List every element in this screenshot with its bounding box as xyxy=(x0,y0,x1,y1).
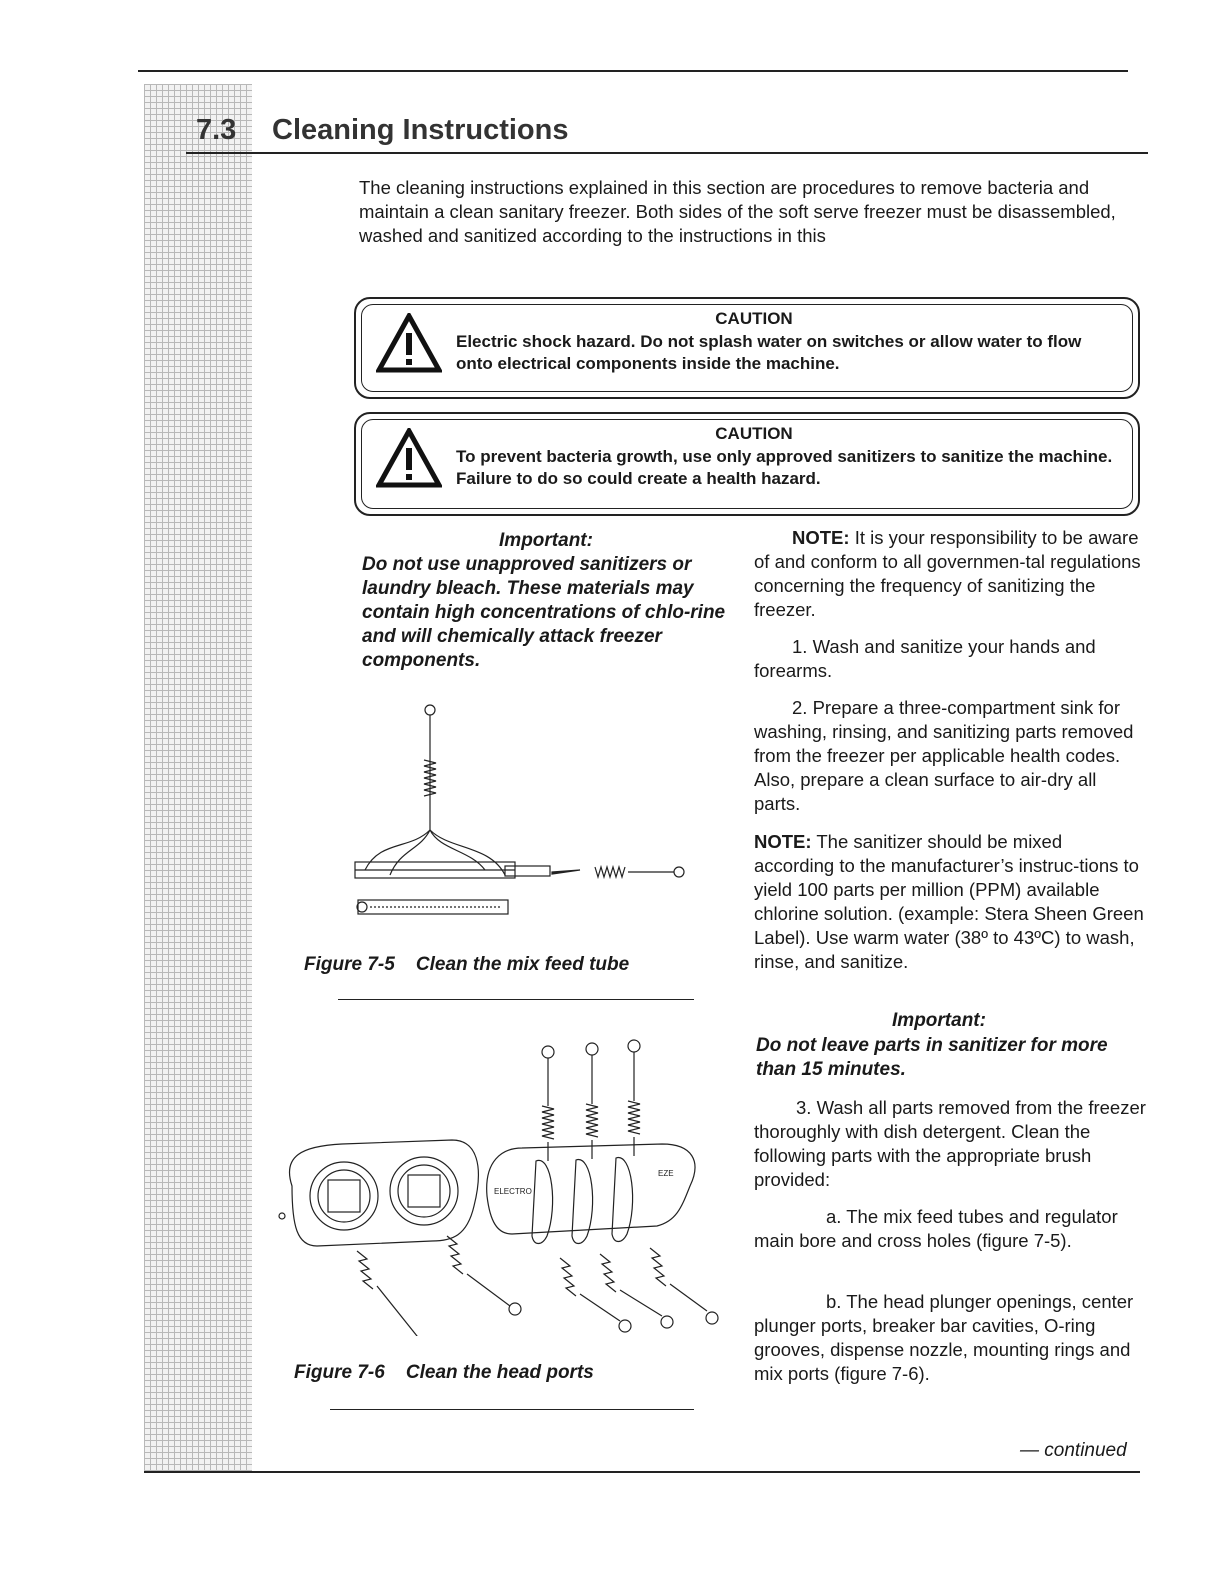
important-heading: Important: xyxy=(892,1010,986,1031)
important-heading: Important: xyxy=(499,530,593,551)
step-1: 1. Wash and sanitize your hands and forearms. xyxy=(754,636,1096,681)
continued-label: — continued xyxy=(1020,1440,1127,1461)
mix-feed-tube-illustration xyxy=(340,700,700,930)
grid-margin-band xyxy=(144,84,252,1472)
figure-rule xyxy=(330,1409,694,1410)
caution-heading: CAUTION xyxy=(715,309,793,328)
note-sanitizer xyxy=(754,830,1146,974)
caution-box-bacteria xyxy=(354,412,1140,516)
title-rule xyxy=(186,152,1148,154)
figure-caption: Figure 7-5 Clean the mix feed tube xyxy=(304,954,630,975)
caution-heading: CAUTION xyxy=(715,424,793,443)
step-2: 2. Prepare a three-compartment sink for washing, rinsing, and sanitizing parts removed from the freezer per applicable health codes. Also, prepare a clean surface to air-dry all parts. xyxy=(754,697,1134,814)
figure-label-freeze: EZE xyxy=(658,1169,674,1178)
figure-caption: Figure 7-6 Clean the head ports xyxy=(294,1362,594,1383)
caution-text: Electric shock hazard. Do not splash water on switches or allow water to flow onto electrical components inside the machine. xyxy=(456,332,1082,373)
note-responsibility xyxy=(754,526,1146,622)
important-text: Do not leave parts in sanitizer for more than 15 minutes. xyxy=(756,1035,1108,1080)
bottom-rule xyxy=(144,1471,1140,1473)
section-title: Cleaning Instructions xyxy=(272,114,569,146)
note-label: NOTE: xyxy=(754,831,812,852)
figure-rule xyxy=(338,999,694,1000)
caution-box-electric xyxy=(354,297,1140,399)
caution-text: To prevent bacteria growth, use only approved sanitizers to sanitize the machine. Failure to do so could create a health hazard. xyxy=(456,447,1113,488)
note-text: It is your responsibility to be aware of and conform to all governmen-tal regulations concerning the frequency of sanitizing the freezer. xyxy=(754,527,1141,620)
step-3a: a. The mix feed tubes and regulator main bore and cross holes (figure 7-5). xyxy=(754,1206,1118,1251)
step-3: 3. Wash all parts removed from the freezer thoroughly with dish detergent. Clean the following parts with the appropriate brush provided: xyxy=(754,1097,1146,1190)
important-text: Do not use unapproved sanitizers or laundry bleach. These materials may contain high concentrations of chlo-rine and will chemically attack freezer components. xyxy=(362,554,726,671)
intro-paragraph: The cleaning instructions explained in this section are procedures to remove bacteria and maintain a clean sanitary freezer. Both sides of the soft serve freezer must be disassembled, washed and sanitized according to the instructions in this xyxy=(359,177,1116,246)
figure-label-electro: ELECTRO xyxy=(494,1187,532,1196)
head-ports-illustration xyxy=(262,1036,722,1336)
top-rule xyxy=(138,70,1128,72)
note-text: The sanitizer should be mixed according to the manufacturer’s instruc-tions to yield 100 parts per million (PPM) available chlorine solution. (example: Stera Sheen Green Label). Use warm water (38º to 43ºC) to wash, rinse, and sanitize. xyxy=(754,831,1144,972)
note-label: NOTE: xyxy=(792,527,850,548)
step-3b: b. The head plunger openings, center plunger ports, breaker bar cavities, O-ring grooves, dispense nozzle, mounting rings and mix ports (figure 7-6). xyxy=(754,1291,1134,1384)
section-number: 7.3 xyxy=(196,114,237,146)
